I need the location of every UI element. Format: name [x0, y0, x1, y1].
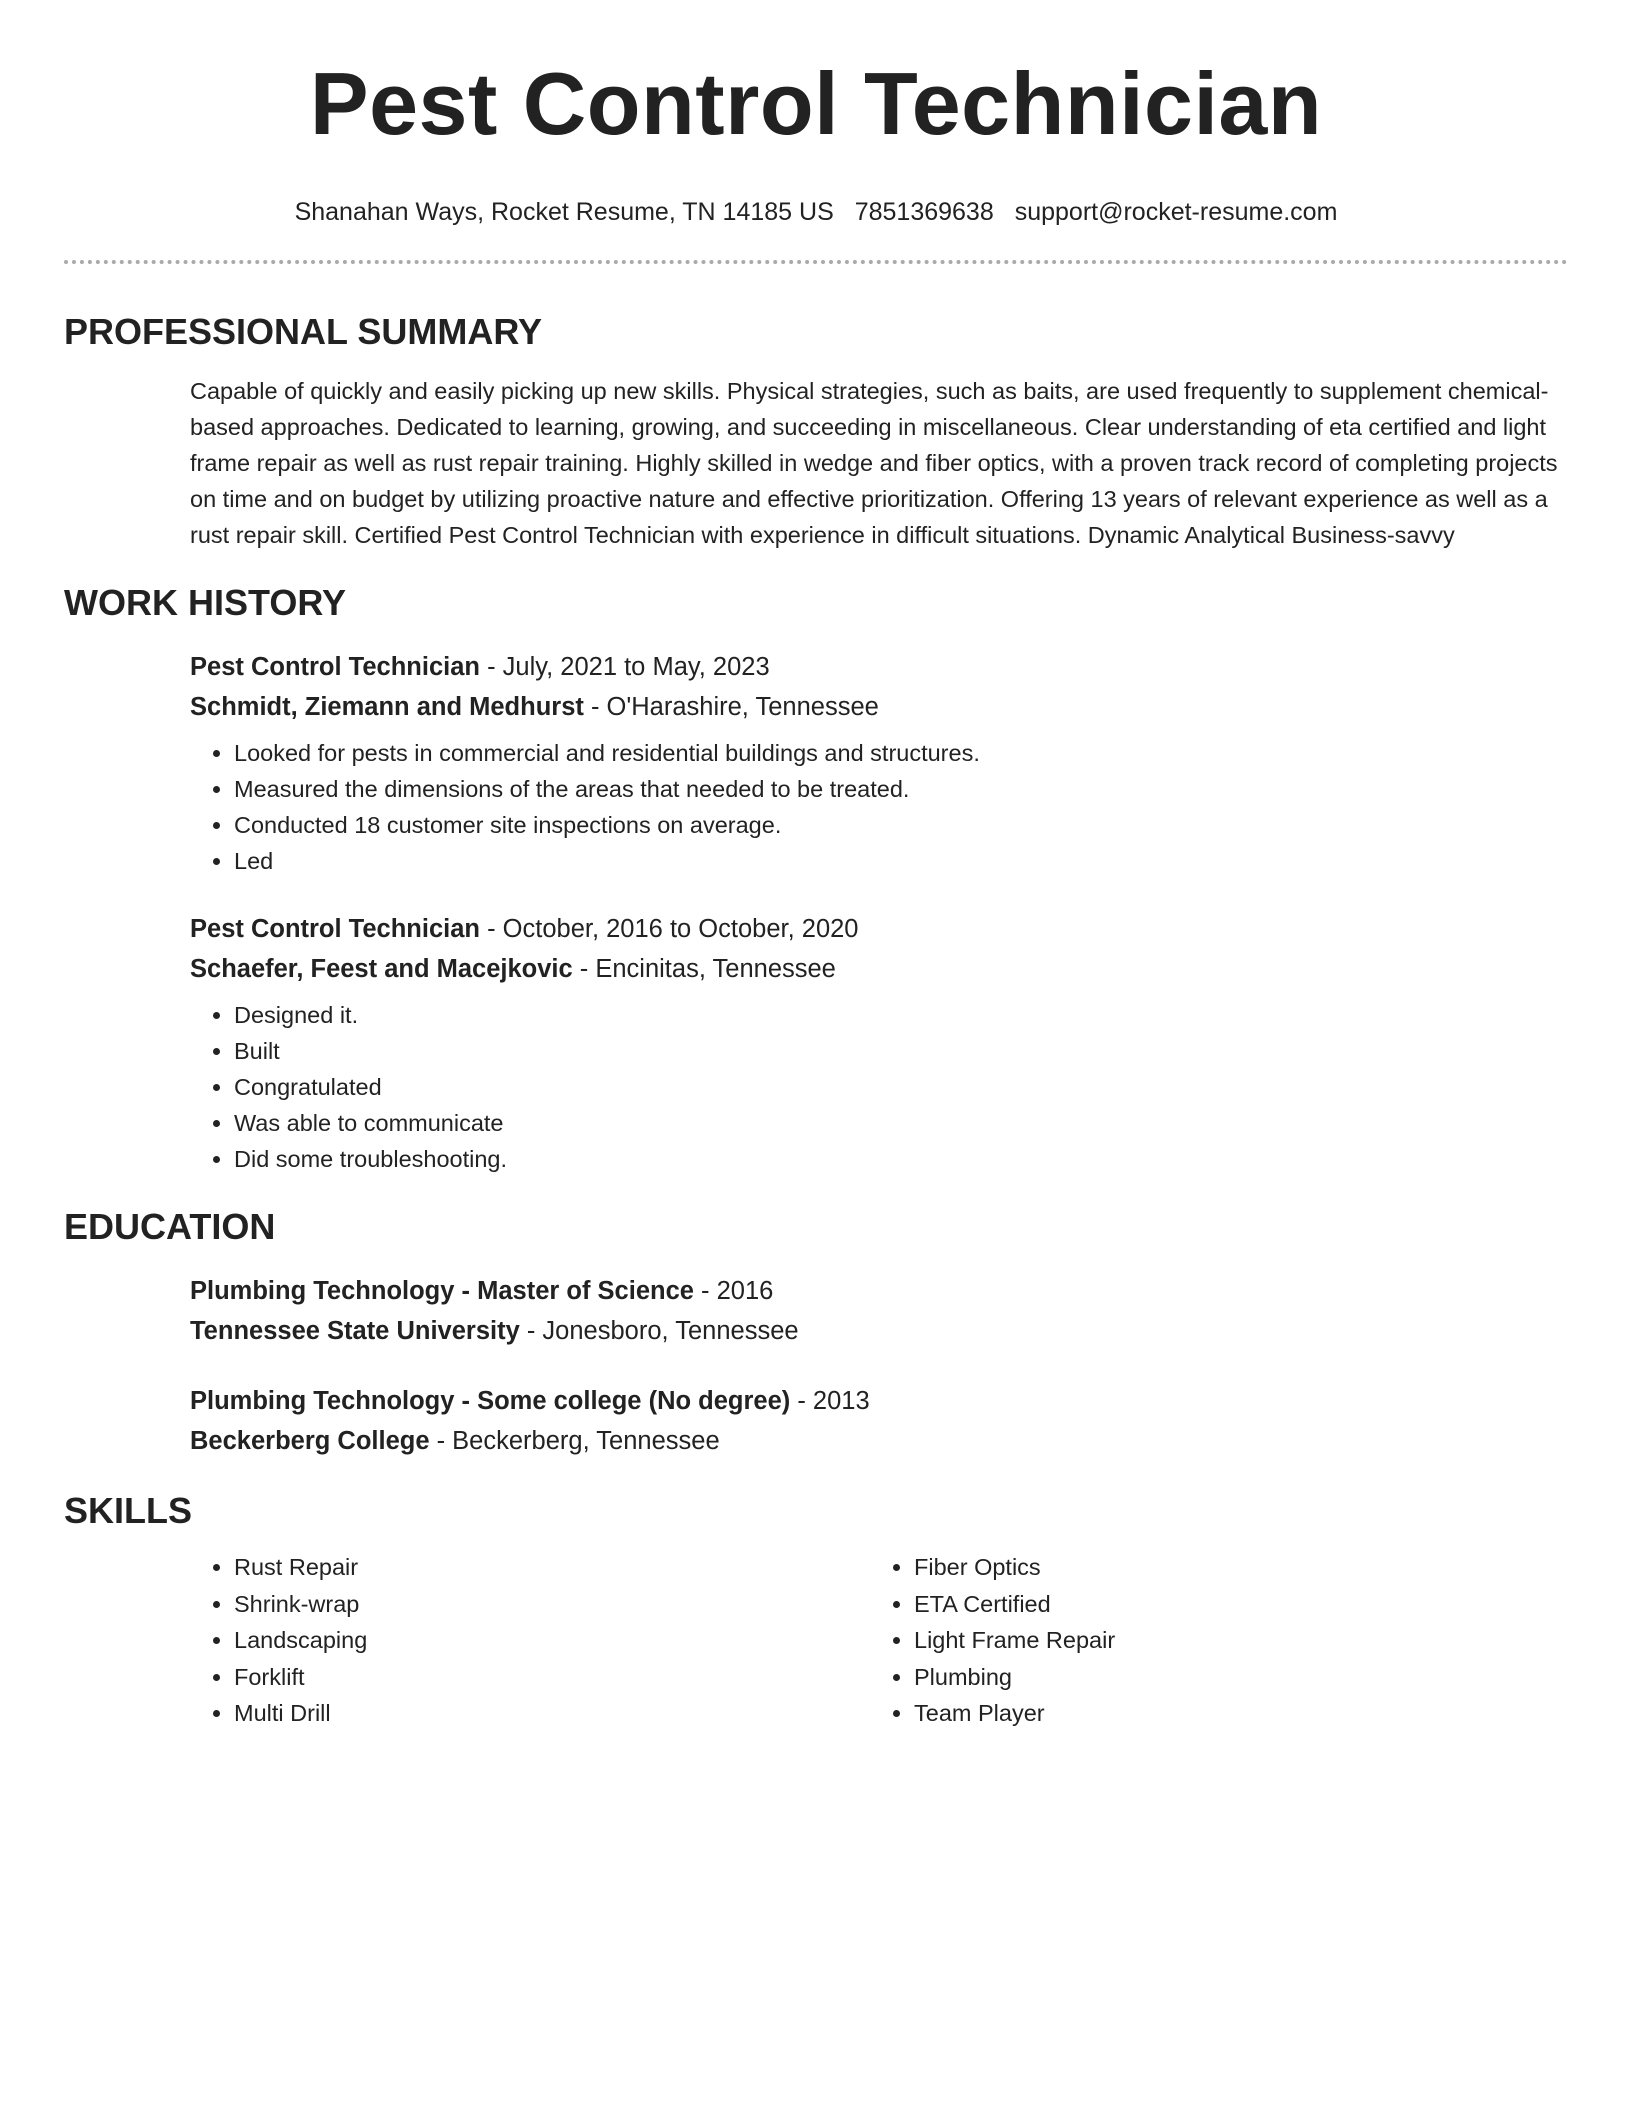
job-company-line [190, 687, 1568, 727]
school: Tennessee State University [190, 1317, 520, 1345]
job-dates: - July, 2021 to May, 2023 [480, 653, 770, 681]
job-title-line [190, 909, 1568, 949]
contact-address: Shanahan Ways, Rocket Resume, TN 14185 US [294, 198, 834, 226]
skill-item: • Multi Drill [234, 1695, 870, 1732]
degree-line [190, 1271, 1568, 1311]
job-bullets [190, 735, 1568, 879]
skill-item: • Light Frame Repair [914, 1622, 1550, 1659]
education-section [64, 1205, 1568, 1461]
section-title-work: WORK HISTORY [64, 582, 347, 623]
skill-item: • Plumbing [914, 1659, 1550, 1696]
skills-list-left [190, 1549, 870, 1732]
contact-phone: 7851369638 [854, 198, 994, 226]
job-role: Pest Control Technician [190, 653, 480, 681]
summary-section [64, 310, 1568, 553]
list-item: • Was able to communicate [234, 1105, 1568, 1141]
list-item: • Built [234, 1033, 1568, 1069]
skill-item: • Forklift [234, 1659, 870, 1696]
degree-year: - 2013 [790, 1387, 870, 1415]
school-line [190, 1311, 1568, 1351]
page-title: Pest Control Technician [309, 54, 1323, 153]
skill-item: • Rust Repair [234, 1549, 870, 1586]
skill-item: • Team Player [914, 1695, 1550, 1732]
job-title-line [190, 647, 1568, 687]
job-entry [64, 909, 1568, 1177]
job-company: Schmidt, Ziemann and Medhurst [190, 693, 584, 721]
degree: Plumbing Technology - Some college (No degree) [190, 1387, 791, 1415]
job-location: - O'Harashire, Tennessee [583, 693, 879, 721]
school: Beckerberg College [190, 1427, 430, 1455]
job-entry [64, 647, 1568, 879]
job-dates: - October, 2016 to October, 2020 [480, 915, 859, 943]
list-item: • Congratulated [234, 1069, 1568, 1105]
skill-item: • Landscaping [234, 1622, 870, 1659]
job-company: Schaefer, Feest and Macejkovic [190, 955, 573, 983]
list-item: • Conducted 18 customer site inspections on average. [234, 807, 1568, 843]
education-entry [64, 1381, 1568, 1461]
job-role: Pest Control Technician [190, 915, 480, 943]
school-location: - Beckerberg, Tennessee [429, 1427, 720, 1455]
skill-item: • Fiber Optics [914, 1549, 1550, 1586]
header-divider [64, 260, 1568, 264]
list-item: • Did some troubleshooting. [234, 1141, 1568, 1177]
resume-header [64, 0, 1568, 264]
section-title-education: EDUCATION [64, 1206, 276, 1247]
skill-item: • Shrink-wrap [234, 1586, 870, 1623]
list-item: • Looked for pests in commercial and residential buildings and structures. [234, 735, 1568, 771]
contact-email: support@rocket-resume.com [1014, 198, 1338, 226]
contact-line [64, 196, 1568, 228]
work-section [64, 581, 1568, 1177]
degree-line [190, 1381, 1568, 1421]
job-bullets [190, 997, 1568, 1177]
list-item: • Led [234, 843, 1568, 879]
skills-list-right [870, 1549, 1550, 1732]
skills-columns [64, 1549, 1568, 1732]
job-company-line [190, 949, 1568, 989]
summary-text: Capable of quickly and easily picking up new skills. Physical strategies, such as baits, are used frequently to supplement chemical-based approaches. Dedicated to learning, growing, and succeeding in miscellaneous. Clear understanding of eta certified and light frame repair as well as rust repair training. Highly skilled in wedge and fiber optics, with a proven track record of completing projects on time and on budget by utilizing proactive nature and effective prioritization. Offering 13 years of relevant experience as well as a rust repair skill. Certified Pest Control Technician with experience in difficult situations. Dynamic Analytical Business-savvy [190, 378, 1558, 548]
section-title-summary: PROFESSIONAL SUMMARY [64, 311, 543, 352]
skills-section [64, 1489, 1568, 1732]
skill-item: • ETA Certified [914, 1586, 1550, 1623]
education-entry [64, 1271, 1568, 1351]
section-title-skills: SKILLS [64, 1490, 193, 1531]
list-item: • Measured the dimensions of the areas that needed to be treated. [234, 771, 1568, 807]
job-location: - Encinitas, Tennessee [572, 955, 836, 983]
list-item: • Designed it. [234, 997, 1568, 1033]
school-location: - Jonesboro, Tennessee [519, 1317, 799, 1345]
school-line [190, 1421, 1568, 1461]
degree: Plumbing Technology - Master of Science [190, 1277, 694, 1305]
degree-year: - 2016 [693, 1277, 774, 1305]
